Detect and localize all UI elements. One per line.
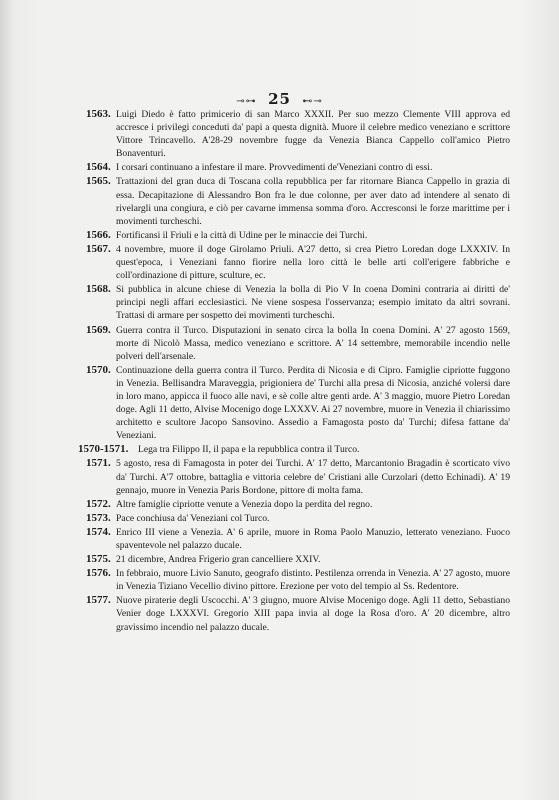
chronology-entry xyxy=(86,553,510,566)
chronology-entry xyxy=(86,512,510,525)
ornament-left: ⊸⊶ xyxy=(236,96,257,107)
entry-text: Enrico III viene a Venezia. A' 6 aprile, muore in Roma Paolo Manuzio, letterato veneziano. Fuoco spaventevole nel palazzo ducale. xyxy=(116,526,510,551)
entry-year: 1573. xyxy=(86,511,111,524)
entry-year: 1569. xyxy=(86,323,111,336)
entry-text: Lega tra Filippo II, il papa e la repubblica contra il Turco. xyxy=(138,444,360,456)
page-header xyxy=(0,90,559,108)
entry-text: Pace conchiusa da' Veneziani col Turco. xyxy=(116,512,270,524)
chronology-list xyxy=(78,108,510,635)
entry-text: Altre famiglie cipriotte venute a Venezia dopo la perdita del regno. xyxy=(116,498,373,510)
chronology-entry xyxy=(86,283,510,322)
entry-year: 1568. xyxy=(86,283,111,296)
entry-year: 1566. xyxy=(86,228,111,241)
chronology-entry xyxy=(86,229,510,242)
chronology-entry xyxy=(86,594,510,633)
chronology-entry xyxy=(86,567,510,593)
entry-year: 1571. xyxy=(86,457,111,470)
chronology-entry xyxy=(86,364,510,443)
entry-text: 4 novembre, muore il doge Girolamo Priuli. A'27 detto, si crea Pietro Loredan doge LXXXIV. In quest'epoca, i Veneziani fanno fiorire nella loro città le belle arti coll'erigere fabbriche e coll'ordinazione di pitture, sculture, ec. xyxy=(116,243,510,282)
entry-text: Fortificansi il Friuli e la città di Udine per le minaccie dei Turchi. xyxy=(116,229,368,241)
chronology-entry xyxy=(86,324,510,363)
chronology-entry xyxy=(86,243,510,282)
entry-text: Guerra contra il Turco. Disputazioni in senato circa la bolla In coena Domini. A' 27 agosto 1569, morte di Nicolò Massa, medico veneziano e scrittore. A' 14 settembre, memorabile incendio nelle polveri dell'arsenale. xyxy=(116,324,510,362)
entry-text: Continuazione della guerra contra il Turco. Perdita di Nicosia e di Cipro. Famiglie cipriotte fuggono in Venezia. Bellisandra Maraveggia, prigioniera de' Turchi alla presa di Nicosia, anziché volersi dare in loro mano, appicca il fuoco alle navi, e sè colle altre genti arde. A' 3 maggio, muore Pietro Loredan doge. Agli 11 detto, Alvise Mocenigo doge LXXXV. Ai 27 novembre, muore in Venezia il chiarissimo architetto e scultore Jacopo Sansovino. Assedio a Famagosta posto da' Turchi; difesa fattane da' Veneziani. xyxy=(116,364,510,442)
chronology-entry xyxy=(86,498,510,511)
chronology-entry xyxy=(86,175,510,227)
ornament-right: ⊷⊸ xyxy=(302,96,323,107)
entry-year: 1570-1571. xyxy=(78,443,129,456)
entry-year: 1577. xyxy=(86,594,111,607)
entry-year: 1570. xyxy=(86,363,111,376)
entry-text: Si pubblica in alcune chiese di Venezia la bolla di Pio V In coena Domini contraria ai diritti de' principi negli affari ecclesiastici. Ne viene sospesa l'osservanza; esempio imitato da altri sovrani. Trattasi di armare per sospetto dei movimenti turcheschi. xyxy=(116,284,510,322)
chronology-entry xyxy=(78,443,510,456)
entry-text: Luigi Diedo è fatto primicerio di san Marco XXXII. Per suo mezzo Clemente VIII approva ed accresce i privilegi conceduti da' papi a questa dignità. Muore il celebre medico veneziano e scrittore Vittore Trincavello. A'28-29 novembre fugge da Venezia Bianca Cappello coll'amico Pietro Bonaventuri. xyxy=(116,109,510,160)
entry-year: 1563. xyxy=(86,108,111,120)
entry-year: 1565. xyxy=(86,175,111,188)
chronology-entry xyxy=(86,457,510,496)
page-number: 25 xyxy=(268,90,291,108)
entry-text: I corsari continuano a infestare il mare. Provvedimenti de'Veneziani contro di essi. xyxy=(116,162,433,174)
chronology-entry xyxy=(86,108,510,160)
entry-year: 1575. xyxy=(86,553,111,566)
entry-text: In febbraio, muore Livio Sanuto, geografo distinto. Pestilenza orrenda in Venezia. A' 27 agosto, muore in Venezia Tiziano Vecellio divino pittore. Erezione per voto del tempio al Ss. Redentore. xyxy=(116,568,510,593)
entry-text: Nuove piraterie degli Uscocchi. A' 3 giugno, muore Alvise Mocenigo doge. Agli 11 detto, Sebastiano Venier doge LXXXVI. Gregorio XIII papa invia al doge la Rosa d'oro. A' 20 dicembre, altro gravissimo incendio nel palazzo ducale. xyxy=(116,595,510,633)
entry-text: 21 dicembre, Andrea Frigerio gran cancelliere XXIV. xyxy=(116,554,321,566)
entry-year: 1567. xyxy=(86,242,111,255)
entry-year: 1574. xyxy=(86,525,111,538)
entry-year: 1572. xyxy=(86,497,111,510)
chronology-entry xyxy=(86,161,510,174)
chronology-entry xyxy=(86,526,510,552)
entry-year: 1576. xyxy=(86,567,111,580)
entry-text: 5 agosto, resa di Famagosta in poter dei Turchi. A' 17 detto, Marcantonio Bragadin è scorticato vivo da' Turchi. A'7 ottobre, battaglia e vittoria celebre de' Cristiani alle Curzolari (detto Echinadi). A' 19 gennajo, muore in Venezia Paris Bordone, pittore di molta fama. xyxy=(116,458,510,496)
entry-text: Trattazioni del gran duca di Toscana colla repubblica per far ritornare Bianca Cappello in grazia di essa. Decapitazione di Alessandro Bon fra le due colonne, per aver dato ad intendere al senato di rivelargli una congiura, e ciò per cavarne immensa somma d'oro. Accresconsi le forze marittime per i movimenti turcheschi. xyxy=(116,176,510,227)
entry-year: 1564. xyxy=(86,161,111,174)
